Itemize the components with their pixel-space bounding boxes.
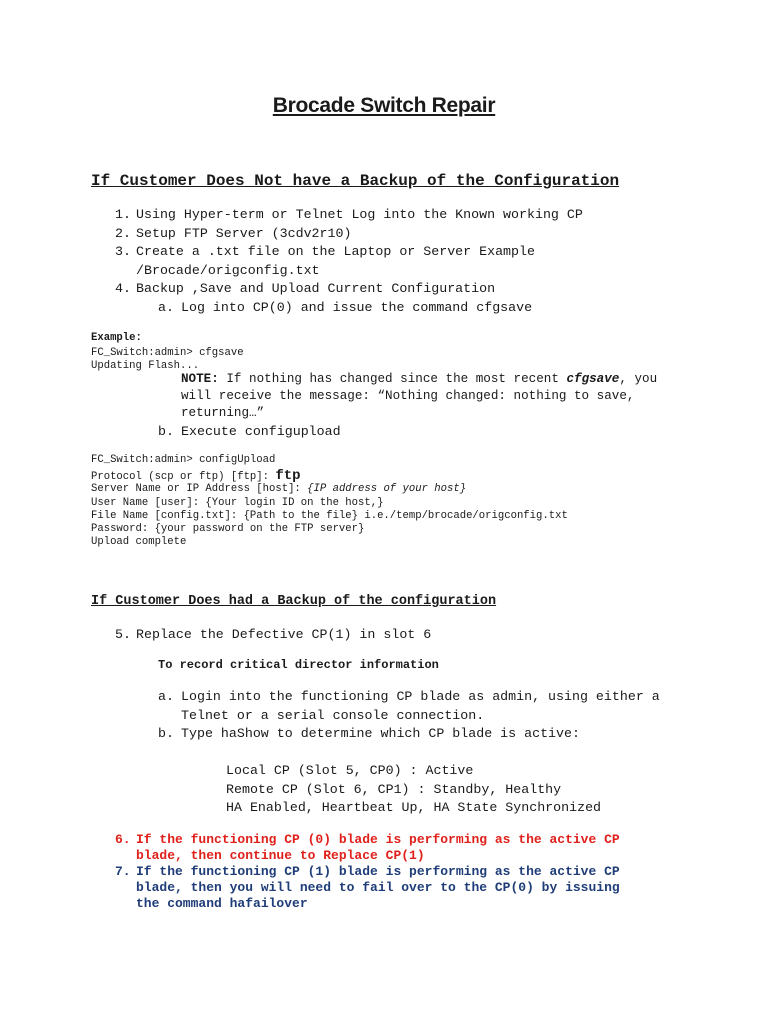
substep-letter: b. — [158, 726, 174, 741]
step-text-continued: the command hafailover — [136, 896, 308, 911]
substep-text-continued: Telnet or a serial console connection. — [181, 708, 485, 723]
protocol-value: ftp — [275, 468, 301, 484]
step-number: 1. — [115, 207, 131, 222]
note-command: cfgsave — [566, 372, 620, 386]
console-line-server — [91, 483, 466, 495]
note-line-1 — [181, 372, 657, 386]
step-text: Backup ,Save and Upload Current Configuration — [136, 281, 496, 296]
server-value: {IP address of your host} — [307, 483, 467, 495]
step-text: If the functioning CP (1) blade is performing as the active CP — [136, 864, 620, 879]
hashow-line: Remote CP (Slot 6, CP1) : Standby, Healthy — [226, 782, 562, 797]
step-number: 2. — [115, 226, 131, 241]
step-text-continued: blade, then continue to Replace CP(1) — [136, 848, 425, 863]
console-line: FC_Switch:admin> cfgsave — [91, 347, 244, 359]
step-number: 3. — [115, 244, 131, 259]
record-heading: To record critical director information — [158, 658, 439, 672]
note-label: NOTE: — [181, 372, 219, 386]
step-text-continued: /Brocade/origconfig.txt — [136, 263, 320, 278]
hashow-line: Local CP (Slot 5, CP0) : Active — [226, 763, 474, 778]
note-text: , you — [619, 372, 658, 386]
console-line-protocol — [91, 468, 301, 484]
console-line: Upload complete — [91, 536, 187, 548]
substep-text: Log into CP(0) and issue the command cfgsave — [181, 300, 533, 315]
note-line-3: returning…” — [181, 406, 265, 420]
substep-letter: b. — [158, 424, 174, 439]
example-label: Example: — [91, 332, 142, 344]
substep-text: Execute configupload — [181, 424, 341, 439]
console-line: File Name [config.txt]: {Path to the file} i.e./temp/brocade/origconfig.txt — [91, 510, 568, 522]
section-heading-had-backup: If Customer Does had a Backup of the configuration — [91, 594, 497, 609]
note-text: If nothing has changed since the most recent — [218, 372, 567, 386]
step-number: 5. — [115, 627, 131, 642]
note-line-2: will receive the message: “Nothing changed: nothing to save, — [181, 389, 635, 403]
hashow-line: HA Enabled, Heartbeat Up, HA State Synchronized — [226, 800, 602, 815]
substep-letter: a. — [158, 689, 174, 704]
step-text-continued: blade, then you will need to fail over to the CP(0) by issuing — [136, 880, 620, 895]
console-line: User Name [user]: {Your login ID on the host,} — [91, 497, 384, 509]
server-label: Server Name or IP Address [host]: — [91, 483, 308, 495]
step-text: Using Hyper-term or Telnet Log into the Known working CP — [136, 207, 583, 222]
step-text: If the functioning CP (0) blade is performing as the active CP — [136, 832, 620, 847]
step-text: Replace the Defective CP(1) in slot 6 — [136, 627, 432, 642]
step-number: 7. — [115, 864, 131, 879]
section-heading-no-backup: If Customer Does Not have a Backup of the Configuration — [91, 172, 620, 190]
page-title: Brocade Switch Repair — [272, 94, 496, 117]
substep-text: Login into the functioning CP blade as admin, using either a — [181, 689, 660, 704]
step-text: Create a .txt file on the Laptop or Server Example — [136, 244, 535, 259]
step-number: 6. — [115, 832, 131, 847]
protocol-label: Protocol (scp or ftp) [ftp]: — [91, 471, 276, 483]
console-line: Password: {your password on the FTP server} — [91, 523, 365, 535]
console-line: FC_Switch:admin> configUpload — [91, 454, 276, 466]
step-number: 4. — [115, 281, 131, 296]
substep-letter: a. — [158, 300, 174, 315]
step-text: Setup FTP Server (3cdv2r10) — [136, 226, 352, 241]
substep-text: Type haShow to determine which CP blade is active: — [181, 726, 580, 741]
console-line: Updating Flash... — [91, 360, 200, 372]
